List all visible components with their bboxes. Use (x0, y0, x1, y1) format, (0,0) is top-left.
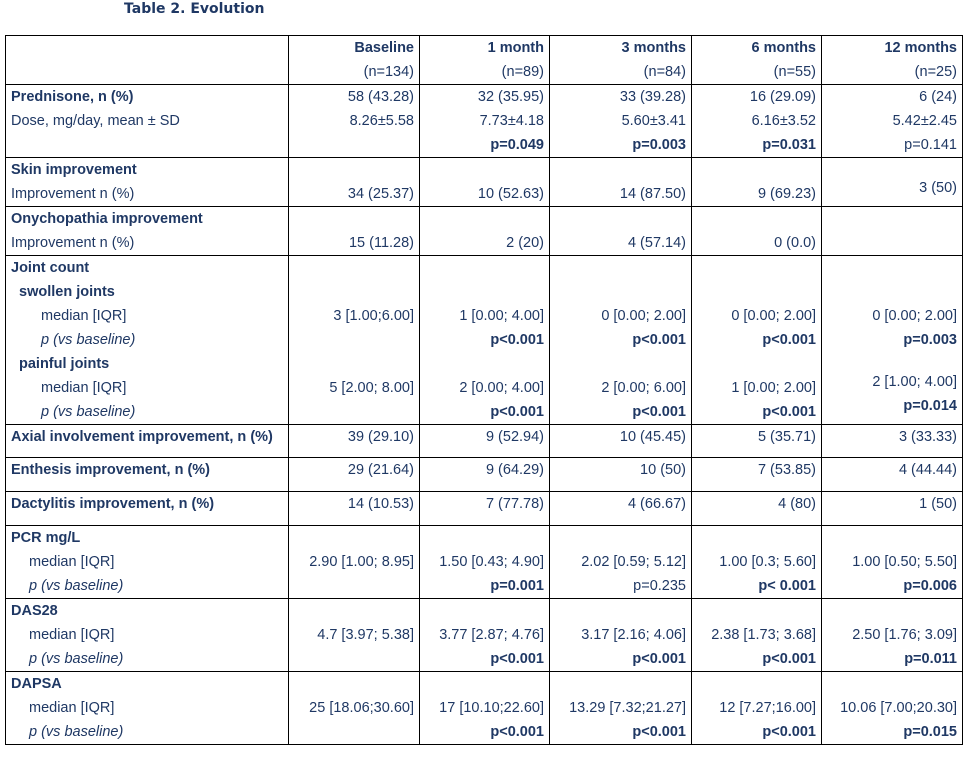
table-cell: 2.50 [1.76; 3.09] p=0.011 (822, 599, 963, 672)
row-label-axial: Axial involvement improvement, n (%) (6, 425, 289, 458)
table-cell: 4 (57.14) (550, 207, 692, 256)
table-cell: 32 (35.95) 7.73±4.18 p=0.049 (420, 85, 550, 158)
table-cell: 58 (43.28) 8.26±5.58 (289, 85, 420, 158)
table-cell: 10.06 [7.00;20.30] p=0.015 (822, 672, 963, 745)
table-cell: 10 (52.63) (420, 158, 550, 207)
table-cell: 10 (50) (550, 458, 692, 492)
table-cell: 0 [0.00; 2.00] p<0.001 1 [0.00; 2.00] p<0.001 (692, 256, 822, 425)
table-cell: 9 (69.23) (692, 158, 822, 207)
table-cell: 1.50 [0.43; 4.90] p=0.001 (420, 526, 550, 599)
col-header-1-month: 1 month (n=89) (420, 36, 550, 85)
table-cell: 25 [18.06;30.60] (289, 672, 420, 745)
table-cell: 1 (50) (822, 492, 963, 526)
row-label-onychopathia: Onychopathia improvement Improvement n (%) (6, 207, 289, 256)
table-cell: 9 (64.29) (420, 458, 550, 492)
table-cell: 4 (80) (692, 492, 822, 526)
table-title: Table 2. Evolution (124, 1, 265, 17)
table-cell: 2.02 [0.59; 5.12] p=0.235 (550, 526, 692, 599)
table-row (6, 672, 963, 745)
table-cell: 10 (45.45) (550, 425, 692, 458)
table-cell: 9 (52.94) (420, 425, 550, 458)
table-cell: 3.77 [2.87; 4.76] p<0.001 (420, 599, 550, 672)
row-label-dapsa: DAPSA median [IQR] p (vs baseline) (6, 672, 289, 745)
row-label-pcr: PCR mg/L median [IQR] p (vs baseline) (6, 526, 289, 599)
table-cell: 1.00 [0.50; 5.50] p=0.006 (822, 526, 963, 599)
evolution-table (5, 35, 963, 745)
table-cell: 2 (20) (420, 207, 550, 256)
row-label-das28: DAS28 median [IQR] p (vs baseline) (6, 599, 289, 672)
table-cell: 4 (66.67) (550, 492, 692, 526)
table-cell: 15 (11.28) (289, 207, 420, 256)
table-cell: 17 [10.10;22.60] p<0.001 (420, 672, 550, 745)
row-label-prednisone: Prednisone, n (%) Dose, mg/day, mean ± SD (6, 85, 289, 158)
row-label-dactylitis: Dactylitis improvement, n (%) (6, 492, 289, 526)
col-header-baseline: Baseline (n=134) (289, 36, 420, 85)
table-cell: 7 (77.78) (420, 492, 550, 526)
table-row (6, 492, 963, 526)
col-header-6-months: 6 months (n=55) (692, 36, 822, 85)
table-row (6, 256, 963, 425)
table-cell (822, 207, 963, 256)
table-cell: 0 [0.00; 2.00] p=0.003 2 [1.00; 4.00] p=0.014 (822, 256, 963, 425)
table-cell: 1 [0.00; 4.00] p<0.001 2 [0.00; 4.00] p<0.001 (420, 256, 550, 425)
table-cell: 3 [1.00;6.00] 5 [2.00; 8.00] (289, 256, 420, 425)
table-cell: 3 (33.33) (822, 425, 963, 458)
table-cell: 3.17 [2.16; 4.06] p<0.001 (550, 599, 692, 672)
table-cell: 12 [7.27;16.00] p<0.001 (692, 672, 822, 745)
table-cell: 5 (35.71) (692, 425, 822, 458)
table-cell: 0 [0.00; 2.00] p<0.001 2 [0.00; 6.00] p<0.001 (550, 256, 692, 425)
table-cell: 39 (29.10) (289, 425, 420, 458)
row-label-joint-count: Joint count swollen joints median [IQR] p (vs baseline) painful joints median [IQR] p (vs baseline) (6, 256, 289, 425)
table-cell: 7 (53.85) (692, 458, 822, 492)
header-row (6, 36, 963, 85)
table-row (6, 85, 963, 158)
table-row (6, 425, 963, 458)
row-label-enthesis: Enthesis improvement, n (%) (6, 458, 289, 492)
row-label-skin: Skin improvement Improvement n (%) (6, 158, 289, 207)
table-cell: 14 (10.53) (289, 492, 420, 526)
table-row (6, 207, 963, 256)
table-cell: 0 (0.0) (692, 207, 822, 256)
table-cell: 16 (29.09) 6.16±3.52 p=0.031 (692, 85, 822, 158)
table-cell: 2.90 [1.00; 8.95] (289, 526, 420, 599)
col-header-3-months: 3 months (n=84) (550, 36, 692, 85)
table-cell: 1.00 [0.3; 5.60] p< 0.001 (692, 526, 822, 599)
table-cell: 29 (21.64) (289, 458, 420, 492)
table-row (6, 599, 963, 672)
table-cell: 13.29 [7.32;21.27] p<0.001 (550, 672, 692, 745)
table-cell: 2.38 [1.73; 3.68] p<0.001 (692, 599, 822, 672)
table-row (6, 526, 963, 599)
table-cell: 33 (39.28) 5.60±3.41 p=0.003 (550, 85, 692, 158)
table-row (6, 458, 963, 492)
col-header-12-months: 12 months (n=25) (822, 36, 963, 85)
table-cell: 3 (50) (822, 158, 963, 207)
table-cell: 6 (24) 5.42±2.45 p=0.141 (822, 85, 963, 158)
header-empty-cell (6, 36, 289, 85)
table-cell: 34 (25.37) (289, 158, 420, 207)
table-cell: 14 (87.50) (550, 158, 692, 207)
table-cell: 4 (44.44) (822, 458, 963, 492)
table-row (6, 158, 963, 207)
table-cell: 4.7 [3.97; 5.38] (289, 599, 420, 672)
